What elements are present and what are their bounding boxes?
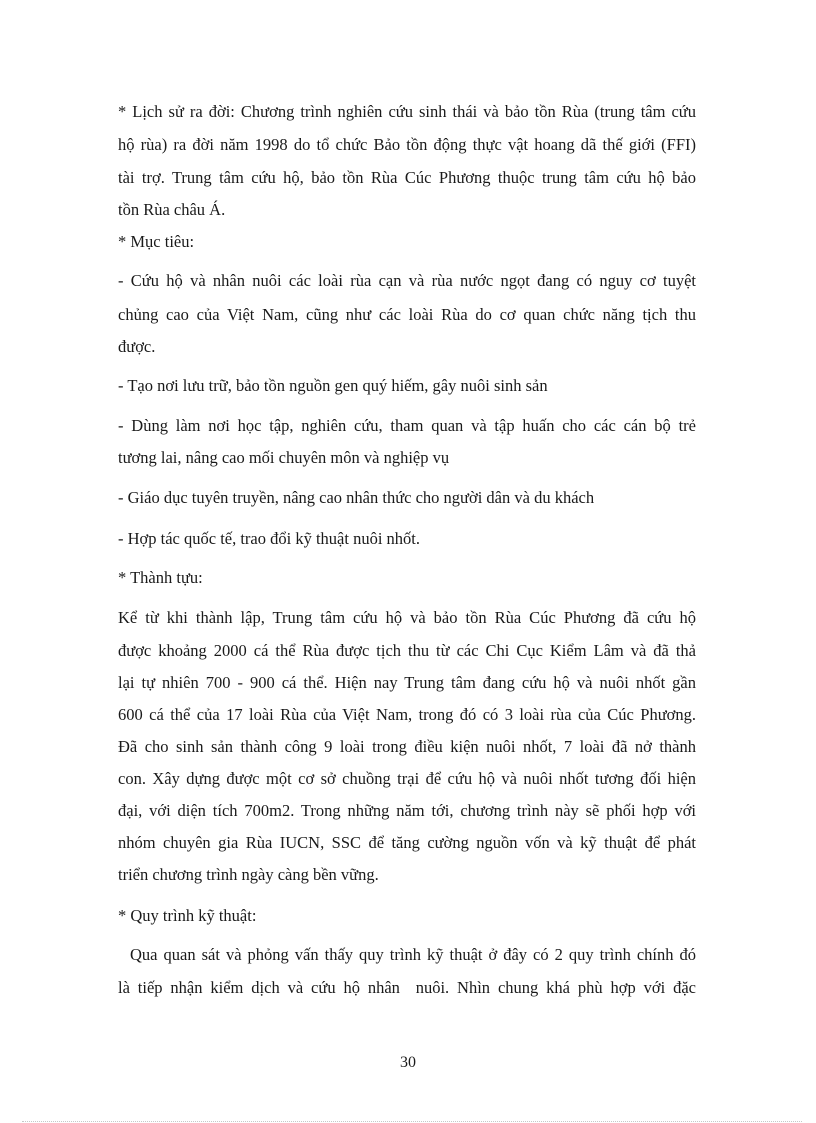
text-line: - Cứu hộ và nhân nuôi các loài rùa cạn và rùa nước ngọt đang có nguy cơ tuyệt: [118, 271, 696, 290]
section-heading: * Quy trình kỹ thuật:: [118, 906, 257, 925]
text-line: Kể từ khi thành lập, Trung tâm cứu hộ và bảo tồn Rùa Cúc Phương đã cứu hộ: [118, 608, 696, 627]
text-line: hộ rùa) ra đời năm 1998 do tổ chức Bảo tồn động thực vật hoang dã thế giới (FFI): [118, 135, 696, 154]
page-divider: [22, 1121, 802, 1122]
text-line: được khoảng 2000 cá thể Rùa được tịch thu từ các Chi Cục Kiểm Lâm và đã thả: [118, 641, 696, 660]
text-line: Qua quan sát và phỏng vấn thấy quy trình kỹ thuật ở đây có 2 quy trình chính đó: [118, 945, 696, 964]
text-line: lại tự nhiên 700 - 900 cá thể. Hiện nay Trung tâm đang cứu hộ và nuôi nhốt gần: [118, 673, 696, 692]
text-line: * Lịch sử ra đời: Chương trình nghiên cứu sinh thái và bảo tồn Rùa (trung tâm cứu: [118, 102, 696, 121]
page-number: 30: [400, 1054, 416, 1071]
text-line: Đã cho sinh sản thành công 9 loài trong điều kiện nuôi nhốt, 7 loài đã nở thành: [118, 737, 696, 756]
text-line: con. Xây dựng được một cơ sở chuồng trại để cứu hộ và nuôi nhốt tương đối hiện: [118, 769, 696, 788]
text-line: - Tạo nơi lưu trữ, bảo tồn nguồn gen quý hiếm, gây nuôi sinh sản: [118, 376, 548, 395]
text-line: - Giáo dục tuyên truyền, nâng cao nhân thức cho người dân và du khách: [118, 488, 595, 507]
text-line: - Hợp tác quốc tế, trao đổi kỹ thuật nuôi nhốt.: [118, 529, 420, 548]
text-line: được.: [118, 337, 156, 356]
text-line: là tiếp nhận kiểm dịch và cứu hộ nhân nuôi. Nhìn chung khá phù hợp với đặc: [118, 978, 696, 997]
text-line: tồn Rùa châu Á.: [118, 200, 226, 219]
text-line: 600 cá thể của 17 loài Rùa của Việt Nam, trong đó có 3 loài rùa của Cúc Phương.: [118, 705, 696, 724]
section-heading: * Thành tựu:: [118, 568, 203, 587]
text-line: đại, với diện tích 700m2. Trong những năm tới, chương trình này sẽ phối hợp với: [118, 801, 696, 820]
text-line: nhóm chuyên gia Rùa IUCN, SSC để tăng cường nguồn vốn và kỹ thuật để phát: [118, 833, 696, 852]
text-line: tương lai, nâng cao mối chuyên môn và nghiệp vụ: [118, 448, 450, 467]
text-line: tài trợ. Trung tâm cứu hộ, bảo tồn Rùa Cúc Phương thuộc trung tâm cứu hộ bảo: [118, 168, 696, 187]
section-heading: * Mục tiêu:: [118, 232, 195, 251]
text-line: triển chương trình ngày càng bền vững.: [118, 865, 379, 884]
text-line: - Dùng làm nơi học tập, nghiên cứu, tham quan và tập huấn cho các cán bộ trẻ: [118, 416, 696, 435]
text-line: chủng cao của Việt Nam, cũng như các loài Rùa do cơ quan chức năng tịch thu: [118, 305, 696, 324]
